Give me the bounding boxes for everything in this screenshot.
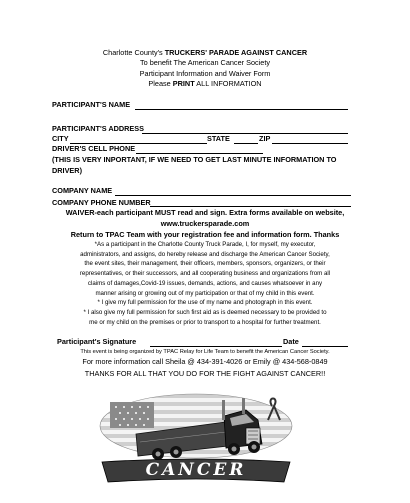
first-aid-line: me or my child on the premises or prior to transport to a hospital for further treatment. bbox=[89, 318, 321, 326]
logo-cancer-text: CANCER bbox=[145, 460, 247, 480]
important-note-line-2: DRIVER) bbox=[52, 166, 82, 175]
zip-field[interactable] bbox=[272, 143, 348, 144]
company-name-label: COMPANY NAME bbox=[52, 186, 113, 195]
driver-cell-label: DRIVER'S CELL PHONE bbox=[52, 144, 136, 153]
return-instruction: Return to TPAC Team with your registration fee and information form. Thanks bbox=[70, 230, 340, 239]
print-suffix: ALL INFORMATION bbox=[194, 79, 262, 88]
signature-field[interactable] bbox=[150, 346, 282, 347]
header-line-4 bbox=[0, 79, 410, 90]
driver-cell-field[interactable] bbox=[136, 153, 263, 154]
waiver-line: *As a participant in the Charlotte County Truck Parade, I, for myself, my executor, bbox=[94, 241, 316, 248]
event-title: TRUCKERS' PARADE AGAINST CANCER bbox=[164, 48, 308, 57]
header-line-2: To benefit The American Cancer Society bbox=[139, 58, 271, 67]
waiver-line: manner arising or growing out of my participation or that of my child in this event. bbox=[95, 289, 315, 297]
waiver-line: representatives, or their successors, and all cooperating business and organizations from all bbox=[79, 270, 331, 278]
company-phone-field[interactable] bbox=[150, 206, 351, 207]
zip-label: ZIP bbox=[259, 134, 271, 143]
date-field[interactable] bbox=[302, 346, 348, 347]
waiver-line: administrators, and assigns, do hereby release and discharge the American Cancer Society, bbox=[80, 250, 330, 258]
state-label: STATE bbox=[207, 134, 230, 143]
waiver-line: the event sites, their management, their officers, members, sponsors, organizers, or their bbox=[84, 260, 326, 268]
waiver-line: claims of damages,Covid-19 issues, demands, actions, and causes whatsoever in any bbox=[87, 279, 323, 287]
state-field[interactable] bbox=[234, 143, 258, 144]
photo-permission-line: * I give my full permission for the use of my name and photograph in this event. bbox=[97, 299, 313, 307]
contact-info: For more information call Sheila @ 434-391-4026 or Emily @ 434-568-0849 bbox=[82, 357, 328, 366]
waiver-instruction: WAIVER-each participant MUST read and sign. Extra forms available on website, bbox=[65, 208, 345, 217]
first-aid-line: * I also give my full permission for such first aid as is deemed necessary to be provided to bbox=[83, 308, 327, 316]
participant-name-field[interactable] bbox=[135, 109, 348, 110]
print-emphasis: PRINT bbox=[172, 79, 195, 88]
print-prefix: Please bbox=[148, 79, 173, 88]
waiver-release-paragraph bbox=[42, 240, 368, 327]
participant-name-label: PARTICIPANT'S NAME bbox=[52, 100, 131, 109]
header-line-1 bbox=[0, 48, 410, 59]
participant-address-field[interactable] bbox=[142, 133, 348, 134]
thanks-message: THANKS FOR ALL THAT YOU DO FOR THE FIGHT AGAINST CANCER!! bbox=[84, 369, 326, 378]
organizer-note: This event is being organized by TPAC Relay for Life Team to benefit the American Cancer Society. bbox=[80, 349, 330, 355]
header-line-3: Participant Information and Waiver Form bbox=[139, 69, 271, 78]
company-phone-label: COMPANY PHONE NUMBER bbox=[52, 198, 151, 207]
website-link[interactable]: www.truckersparade.com bbox=[160, 219, 250, 228]
date-label: Date bbox=[283, 337, 299, 346]
truck-flag-cancer-logo bbox=[96, 386, 296, 486]
participant-address-label: PARTICIPANT'S ADDRESS bbox=[52, 124, 145, 133]
city-label: CITY bbox=[52, 134, 69, 143]
important-note-line-1: (THIS IS VERY INPORTANT, IF WE NEED TO GET LAST MINUTE INFORMATION TO bbox=[52, 155, 337, 164]
header-prefix: Charlotte County's bbox=[102, 48, 165, 57]
company-name-field[interactable] bbox=[115, 195, 351, 196]
signature-label: Participant's Signature bbox=[57, 337, 137, 346]
